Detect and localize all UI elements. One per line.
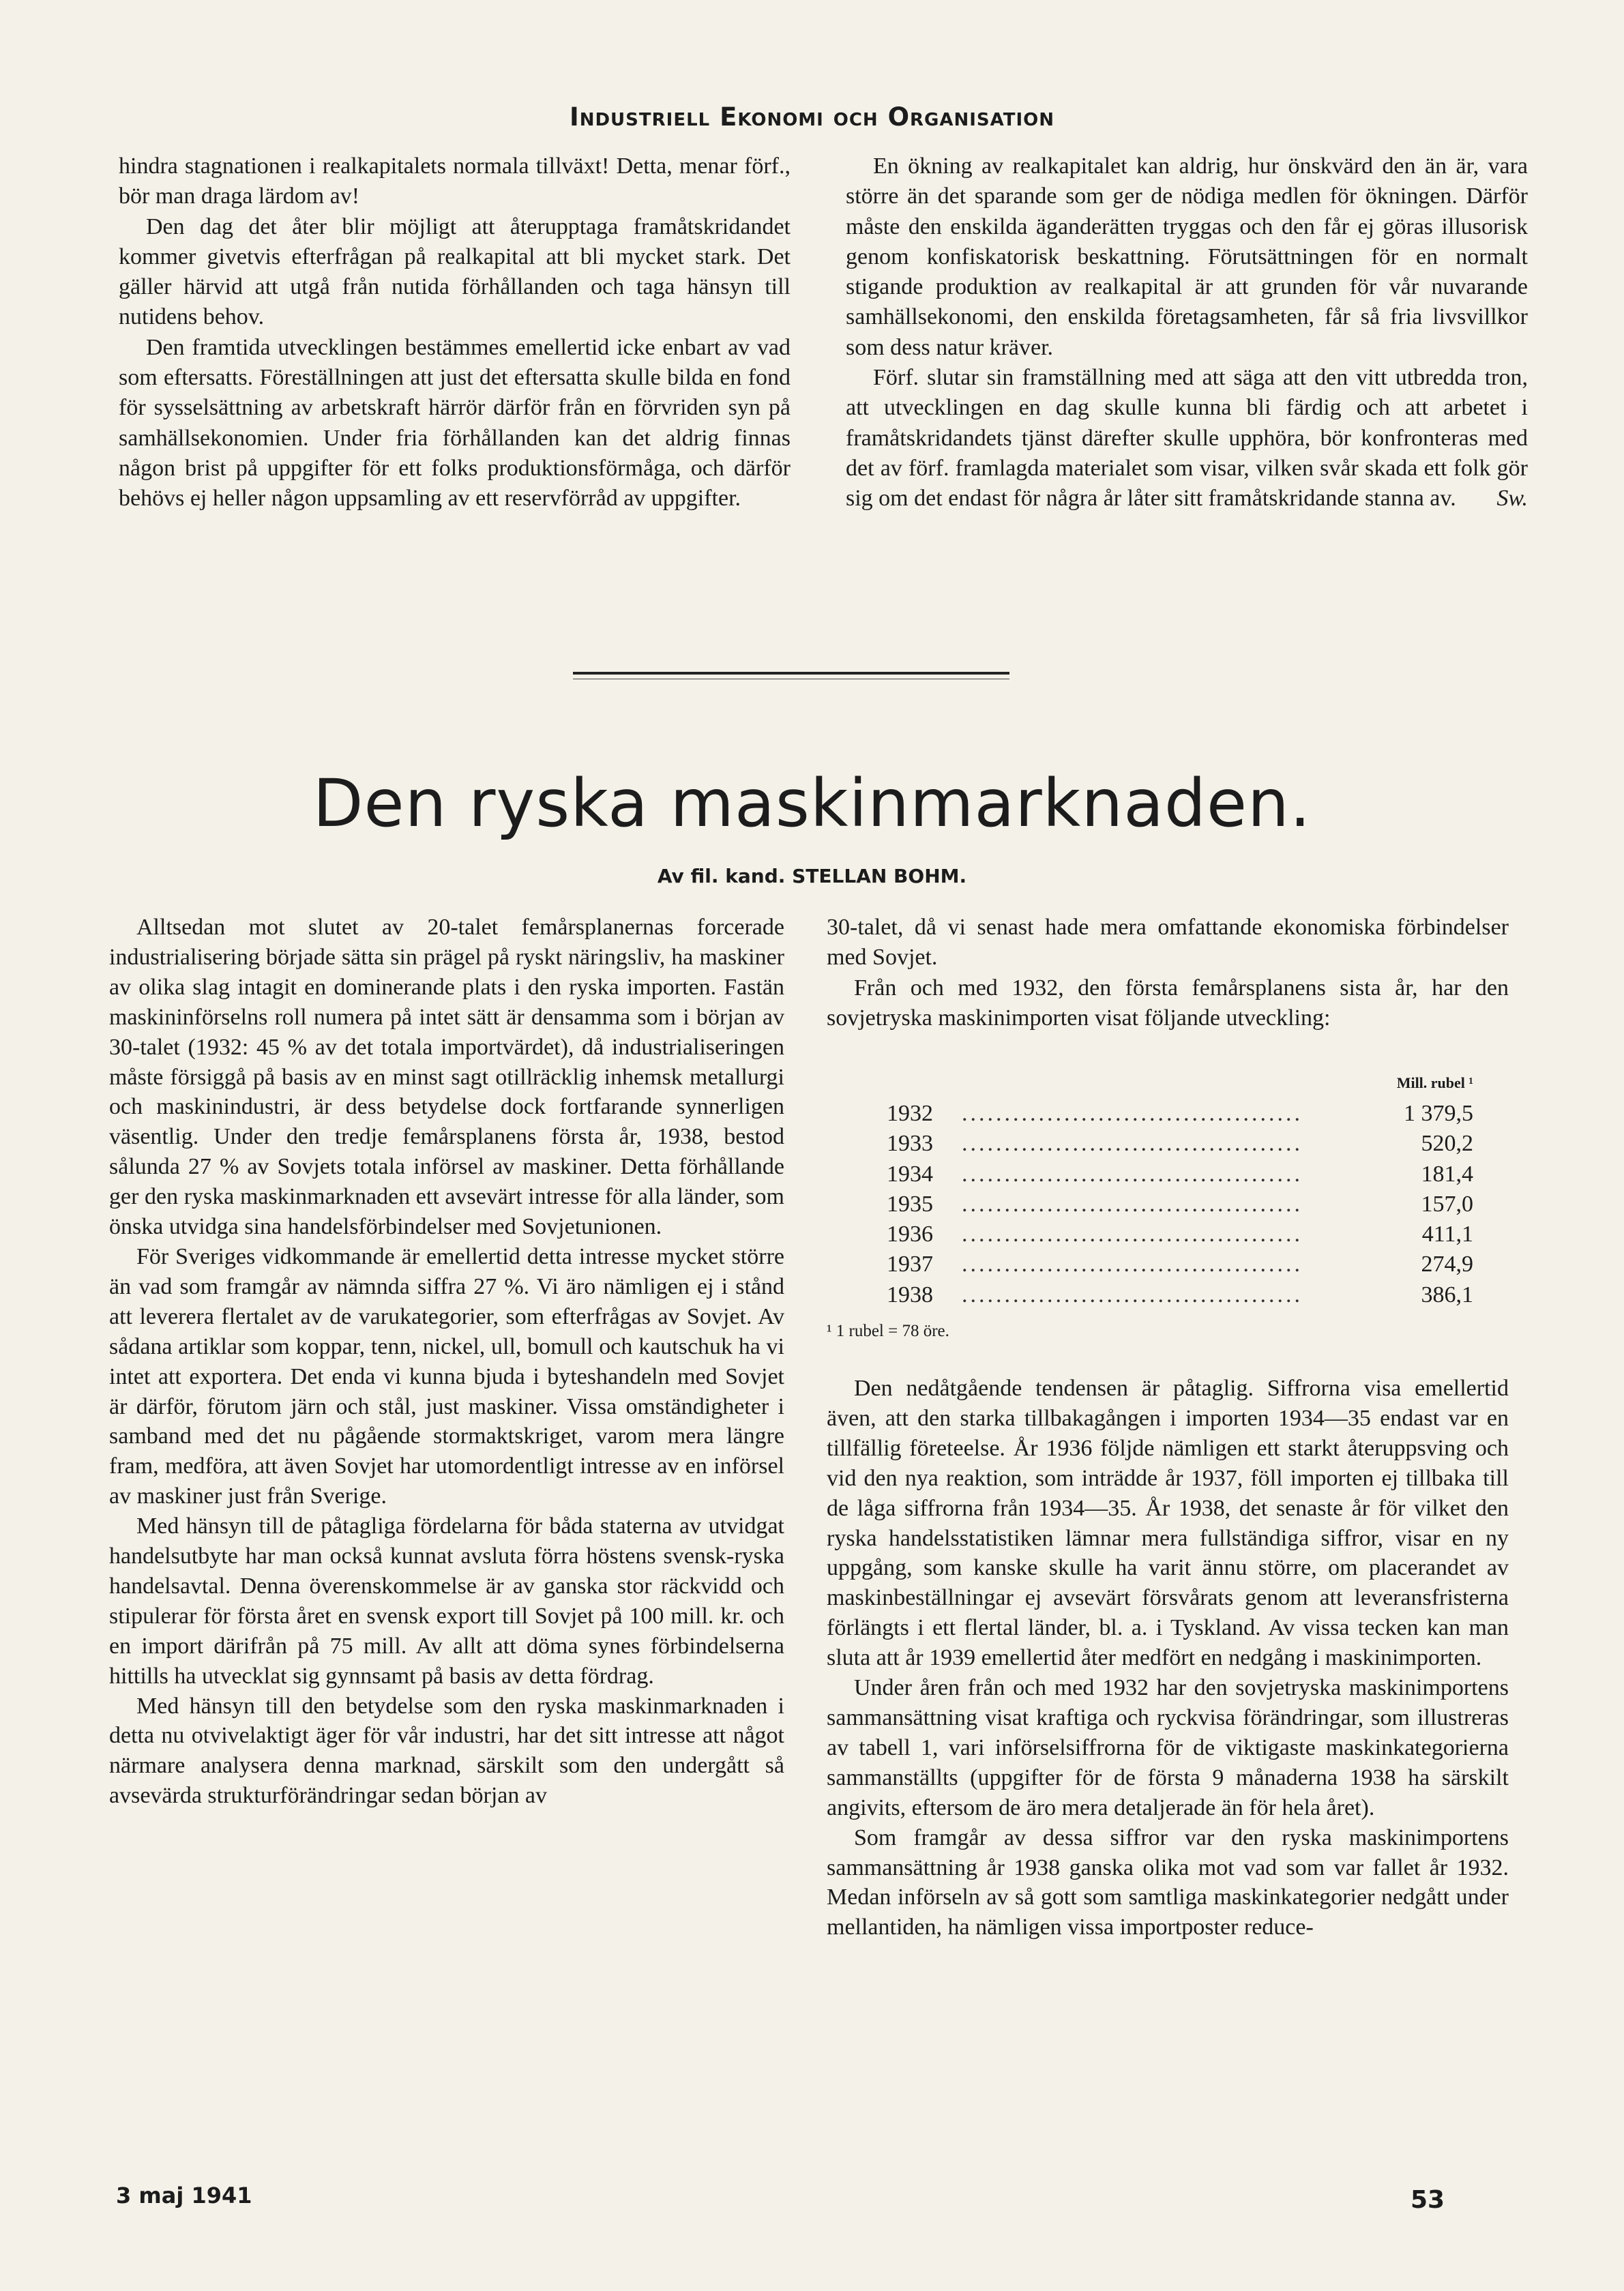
value-cell: 181,4 [1421, 1161, 1473, 1187]
article-right-column-bottom [827, 1374, 1509, 1942]
signature: Sw. [1496, 486, 1528, 512]
article-left-column [109, 913, 784, 1811]
paragraph: Under åren från och med 1932 har den sovjetryska maskinimportens sammansättning visat kraftiga och ryckvisa förändringar, som illustreras av tabell 1, vari införselsiffrorna för de viktigaste maskinkategorierna sammanställts (uppgifter för de första 9 månaderna 1938 ha särskilt angivits, eftersom de äro mera detaljerade än för hela året). [827, 1675, 1509, 1820]
paragraph: Från och med 1932, den första femårsplanens sista år, har den sovjetryska maskinimporten visat följande utveckling: [827, 975, 1509, 1031]
year-cell: 1936 [887, 1222, 933, 1247]
year-cell: 1934 [887, 1161, 933, 1187]
table-footnote: ¹ 1 rubel = 78 öre. [827, 1322, 949, 1340]
table-row [887, 1220, 1473, 1250]
year-cell: 1935 [887, 1191, 933, 1217]
running-header: Industriell Ekonomi och Organisation [569, 102, 1055, 132]
paragraph: Den framtida utvecklingen bestämmes emellertid icke enbart av vad som eftersatts. Föreställningen att just det eftersatta skulle bilda en fond för sysselsättning av arbetskraft härrör därför från en förvriden syn på samhällsekonomien. Under fria förhållanden kan det aldrig finnas någon brist på uppgifter för ett folks produktionsförmåga, och därför behövs ej heller någon uppsamling av ett reservförråd av uppgifter. [119, 334, 791, 512]
paragraph: Den dag det åter blir möjligt att återupptaga framåtskridandet kommer givetvis efterfrågan på realkapital att bli mycket stark. Det gäller härvid att utgå från nutida förhållanden och taga hänsyn till nutidens behov. [119, 213, 791, 330]
leader-dots: ........................................ [962, 1161, 1303, 1187]
paragraph: För Sveriges vidkommande är emellertid detta intresse mycket större än vad som framgår av nämnda siffra 27 %. Vi äro nämligen ej i stånd att leverera flertalet av de varukategorier, som efterfrågas av Sovjet. Av sådana artiklar som koppar, tenn, nickel, ull, bomull och kautschuk ha vi intet att exportera. Det enda vi kunna bjuda i byteshandeln med Sovjet är därför, förutom järn och stål, just maskiner. Vissa omständigheter i samband med det nu pågående stormaktskriget, varom mera längre fram, medföra, att även Sovjet har utomordentligt intresse av en införsel av maskiner just från Sverige. [109, 1243, 784, 1509]
paragraph: Med hänsyn till den betydelse som den ryska maskinmarknaden i detta nu otvivelaktigt äger för vår industri, har det sitt intresse att något närmare analysera denna marknad, särskilt som den undergått så avsevärda strukturförändringar sedan början av [109, 1693, 784, 1809]
leader-dots: ........................................ [962, 1252, 1303, 1277]
leader-dots: ........................................ [962, 1101, 1303, 1126]
import-table [887, 1074, 1473, 1310]
paragraph: En ökning av realkapitalet kan aldrig, hur önskvärd den än är, vara större än det sparande som ger de nödiga medlen för ökningen. Därför måste den enskilda äganderätten tryggas och den får ej göras illusorisk genom konfiskatorisk beskattning. Förutsättningen för en normalt stigande produktion av realkapital är att grunden för vår nuvarande samhällsekonomi, den enskilda företagsamheten, får så fria livsvillkor som dess natur kräver. [846, 153, 1528, 360]
article-byline: Av fil. kand. STELLAN BOHM. [657, 865, 967, 887]
paragraph-text: Förf. slutar sin framställning med att säga att den vitt utbredda tron, att utvecklingen en dag skulle kunna bli färdig och att arbetet i framåtskridandets tjänst därefter skulle upphöra, bör konfronteras med det av förf. framlagda materialet som visar, vilken svår skada ett folk gör sig om det endast för några år låter sitt framåtskridande stanna av. [846, 365, 1528, 512]
paragraph: Den nedåtgående tendensen är påtaglig. Siffrorna visa emellertid även, att den starka tillbakagången i importen 1934—35 endast var en tillfällig företeelse. År 1936 följde nämligen ett starkt återuppsving och vid den nya reaktion, som inträdde år 1937, föll importen ej tillbaka till de låga siffrorna från 1934—35. År 1938, det senaste år för vilket den ryska handelsstatistiken lämnar mera fullständiga siffror, visar en ny uppgång, som kanske skulle ha varit ännu större, om placerandet av maskinbeställningar ej avsevärt försvårats genom att leveransfristerna förlängts i ett flertal länder, bl. a. i Tyskland. Av vissa tecken kan man sluta att år 1939 emellertid åter medfört en nedgång i maskinimporten. [827, 1376, 1509, 1671]
value-cell: 1 379,5 [1404, 1101, 1473, 1126]
table-row [887, 1280, 1473, 1310]
article-right-column-top [827, 913, 1509, 1033]
paragraph: Med hänsyn till de påtagliga fördelarna för båda staterna av utvidgat handelsutbyte har man också kunnat avsluta förra höstens svensk-ryska handelsavtal. Denna överenskommelse är av ganska stor räckvidd och stipulerar för första året en svensk export till Sovjet på 100 mill. kr. och en import därifrån på 75 mill. Av allt att döma synes förbindelserna hittills ha utvecklat sig gynnsamt på basis av detta fördrag. [109, 1513, 784, 1689]
value-cell: 274,9 [1421, 1252, 1473, 1277]
year-cell: 1932 [887, 1101, 933, 1126]
section-divider [573, 672, 1009, 679]
paragraph: Alltsedan mot slutet av 20-talet femårsplanernas forcerade industrialisering började sätta sin prägel på ryskt näringsliv, ha maskiner av olika slag intagit en dominerande plats i den ryska importen. Fastän maskininförselns roll numera på intet sätt är densamma som i början av 30-talet (1932: 45 % av det totala importvärdet), då industrialiseringen måste försiggå på basis av en minst sagt otillräcklig inhemsk metallurgi och maskinindustri, är dess betydelse dock fortfarande synnerligen väsentlig. Under den tredje femårsplanens första år, 1938, bestod sålunda 27 % av Sovjets totala införsel av maskiner. Detta förhållande ger den ryska maskinmarknaden ett avsevärt intresse för alla länder, som önska utvidga sina handelsförbindelser med Sovjetunionen. [109, 915, 784, 1240]
table-row [887, 1159, 1473, 1189]
leader-dots: ........................................ [962, 1282, 1303, 1307]
year-cell: 1933 [887, 1131, 933, 1157]
value-cell: 157,0 [1421, 1191, 1473, 1217]
value-cell: 520,2 [1421, 1131, 1473, 1157]
leader-dots: ........................................ [962, 1131, 1303, 1157]
issue-date: 3 maj 1941 [116, 2183, 252, 2208]
year-cell: 1938 [887, 1282, 933, 1307]
table-row [887, 1250, 1473, 1280]
article-title: Den ryska maskinmarknaden. [312, 765, 1312, 842]
table-row [887, 1129, 1473, 1159]
paragraph: hindra stagnationen i realkapitalets normala tillväxt! Detta, menar förf., bör man draga lärdom av! [119, 153, 791, 209]
paragraph [846, 363, 1528, 514]
page-number: 53 [1411, 2186, 1445, 2214]
top-right-column [846, 151, 1528, 514]
paragraph: Som framgår av dessa siffror var den ryska maskinimportens sammansättning år 1938 ganska olika mot vad som var fallet år 1932. Medan införseln av så gott som samtliga maskinkategorier nedgått under mellantiden, ha nämligen vissa importposter reduce- [827, 1824, 1509, 1940]
table-row [887, 1189, 1473, 1220]
leader-dots: ........................................ [962, 1191, 1303, 1217]
table-unit: Mill. rubel ¹ [1396, 1074, 1473, 1091]
value-cell: 411,1 [1421, 1222, 1473, 1247]
table-row [887, 1099, 1473, 1129]
value-cell: 386,1 [1421, 1282, 1473, 1307]
year-cell: 1937 [887, 1252, 933, 1277]
paragraph: 30-talet, då vi senast hade mera omfattande ekonomiska förbindelser med Sovjet. [827, 915, 1509, 971]
leader-dots: ........................................ [962, 1222, 1303, 1247]
top-left-column [119, 151, 791, 514]
